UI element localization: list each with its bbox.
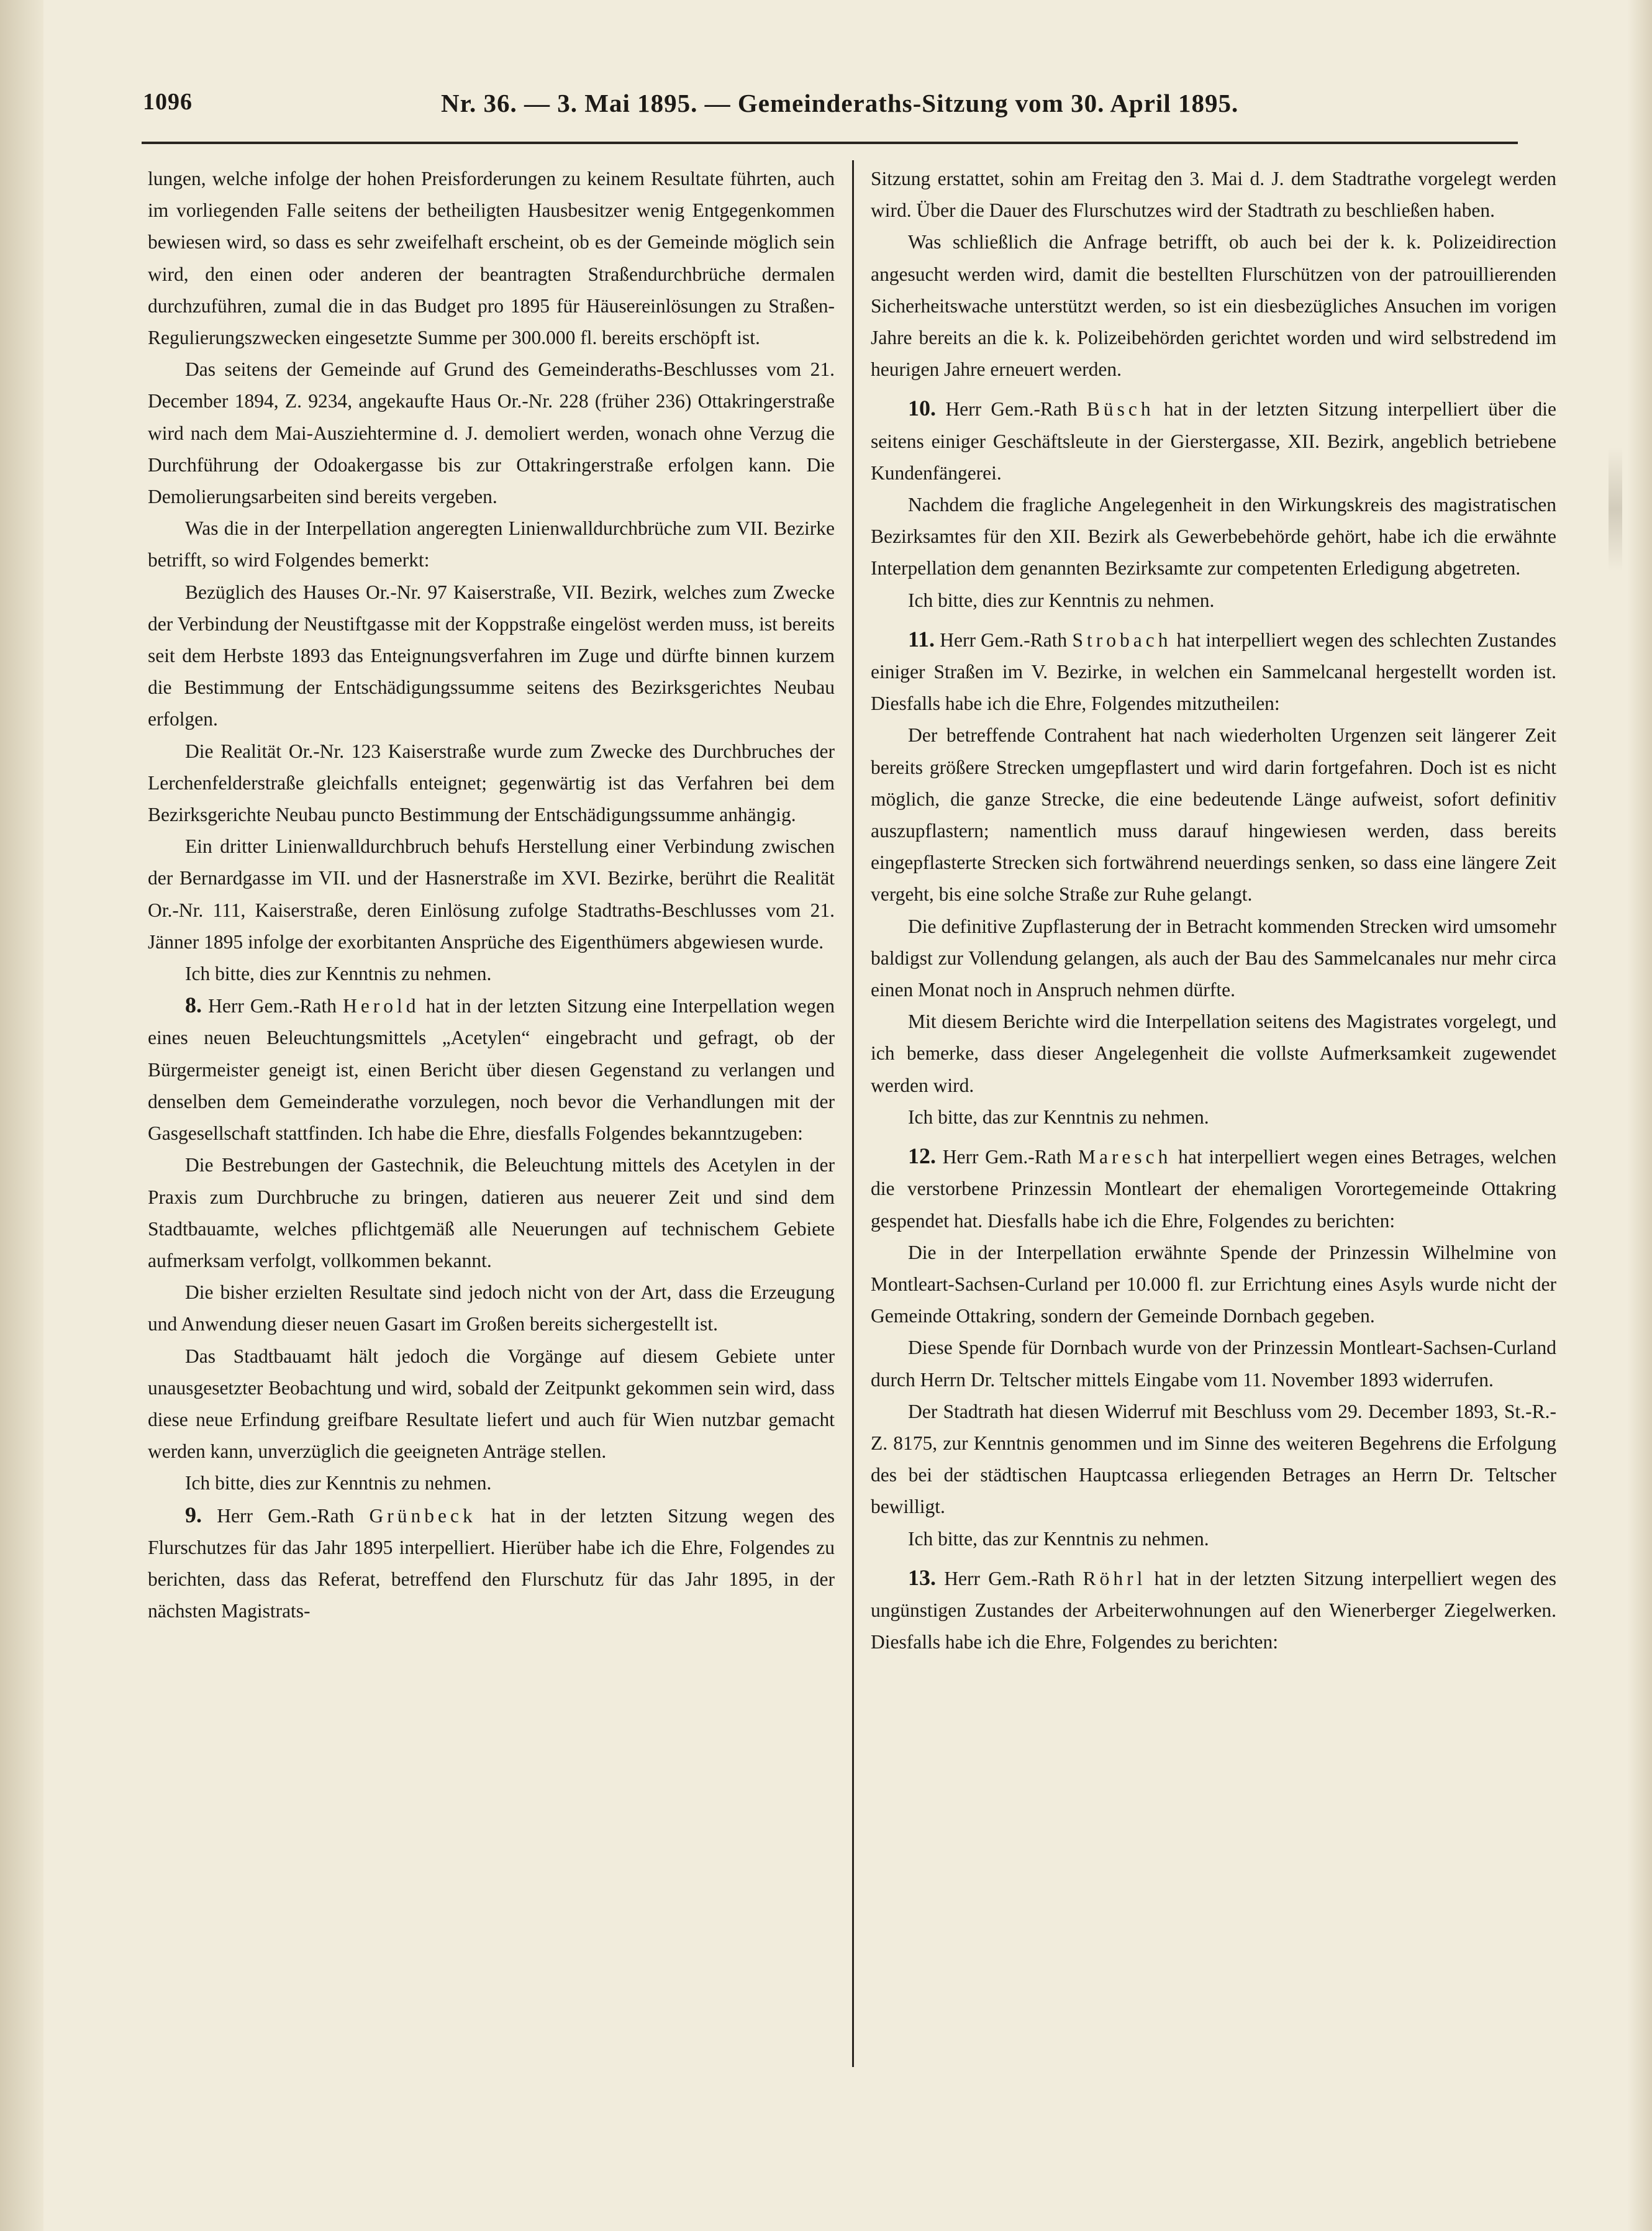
- paragraph: Die in der Interpellation erwähnte Spende der Prinzessin Wilhelmine von Montleart-Sachsen-Curland per 10.000 fl. zur Errichtung eines Asyls wurde nicht der Gemeinde Ottakring, sondern der Gemeinde Dornbach gegeben.: [871, 1241, 1556, 1327]
- item-number: 10.: [908, 396, 936, 421]
- item-text: hat in der letzten Sitzung interpelliert über die seitens einiger Geschäftsleute in der Gierstergasse, XII. Bezirk, angeblich betriebene Kundenfängerei.: [871, 398, 1557, 484]
- page-edge-shadow-left: [0, 0, 43, 2231]
- paragraph: Nachdem die fragliche Angelegenheit in den Wirkungskreis des magistratischen Bezirksamtes für den XII. Bezirk als Gewerbebehörde gehört, habe ich die erwähnte Interpellation dem genannten Bezirksamte zur competenten Erledigung abgetreten.: [871, 494, 1556, 579]
- item-12: [871, 1140, 1556, 1237]
- item-text: hat in der letzten Sitzung wegen des Flurschutzes für das Jahr 1895 interpelliert. Hierüber habe ich die Ehre, Folgendes zu berichten, dass das Referat, betreffend den Flurschutz für das Jahr 1895, in der nächsten Magistrats-: [148, 1504, 835, 1622]
- page-number: 1096: [143, 89, 193, 115]
- paragraph: Was schließlich die Anfrage betrifft, ob auch bei der k. k. Polizeidirection angesucht werden wird, damit die bestellten Flurschützen von der patrouillierenden Sicherheitswache unterstützt werden, so ist ein diesbezügliches Ansuchen im vorigen Jahre bereits an die k. k. Polizeibehörden gerichtet worden und wird selbstredend im heurigen Jahre erneuert werden.: [871, 231, 1556, 381]
- column-rule: [852, 160, 854, 2067]
- item-number: 8.: [185, 993, 202, 1018]
- item-text: hat in der letzten Sitzung interpelliert wegen des ungünstigen Zustandes der Arbeiterwohnungen auf den Wienerberger Ziegelwerken. Diesfalls habe ich die Ehre, Folgendes zu berichten:: [871, 1567, 1556, 1653]
- right-column: [871, 163, 1556, 1658]
- item-13: [871, 1562, 1556, 1658]
- item-text: hat in der letzten Sitzung eine Interpellation wegen eines neuen Beleuchtungsmittels „Acetylen“ eingebracht und gefragt, ob der Bürgermeister geneigt ist, einen Bericht über diesen Gegenstand zu verlangen und denselben dem Gemeinderathe vorzulegen, noch bevor die Verhandlungen mit der Gasgesellschaft stattfinden. Ich habe die Ehre, diesfalls Folgendes bekanntzugeben:: [148, 995, 835, 1145]
- councillor-title: Herr Gem.-Rath: [940, 629, 1068, 651]
- councillor-name: Röhrl: [1082, 1567, 1146, 1589]
- councillor-name: Grünbeck: [369, 1504, 476, 1527]
- councillor-name: Maresch: [1078, 1146, 1172, 1168]
- closing-line: Ich bitte, das zur Kenntnis zu nehmen.: [908, 1106, 1209, 1128]
- item-10: [871, 393, 1556, 489]
- paragraph: lungen, welche infolge der hohen Preisforderungen zu keinem Resultate führten, auch im vorliegenden Falle seitens der betheiligten Hausbesitzer wenig Entgegenkommen bewiesen wird, so dass es sehr zweifelhaft erscheint, ob es der Gemeinde möglich sein wird, den einen oder anderen der beantragten Straßendurchbrüche dermalen durchzuführen, zumal die in das Budget pro 1895 für Häusereinlösungen zu Straßen-Regulierungszwecken eingesetzte Summe per 300.000 fl. bereits erschöpft ist.: [148, 168, 835, 349]
- left-column: [148, 163, 835, 1627]
- paragraph: Diese Spende für Dornbach wurde von der Prinzessin Montleart-Sachsen-Curland durch Herrn Dr. Teltscher mittels Eingabe vom 11. November 1893 widerrufen.: [871, 1337, 1556, 1391]
- item-number: 12.: [908, 1143, 936, 1169]
- paragraph: Die bisher erzielten Resultate sind jedoch nicht von der Art, dass die Erzeugung und Anwendung dieser neuen Gasart im Großen bereits sichergestellt ist.: [148, 1281, 835, 1335]
- closing-line: Ich bitte, das zur Kenntnis zu nehmen.: [908, 1527, 1209, 1550]
- paragraph: Bezüglich des Hauses Or.-Nr. 97 Kaiserstraße, VII. Bezirk, welches zum Zwecke der Verbindung der Neustiftgasse mit der Koppstraße eingelöst werden muss, ist bereits seit dem Herbste 1893 das Enteignungsverfahren im Zuge und dürfte binnen kurzem die Bestimmung der Entschädigungssumme seitens des Bezirksgerichtes Neubau erfolgen.: [148, 581, 835, 730]
- councillor-title: Herr Gem.-Rath: [942, 1146, 1072, 1168]
- paragraph: Der Stadtrath hat diesen Widerruf mit Beschluss vom 29. December 1893, St.-R.-Z. 8175, zur Kenntnis genommen und im Sinne des weiteren Begehrens die Erfolgung des bei der städtischen Hauptcassa erliegenden Betrages an Herrn Dr. Teltscher bewilligt.: [871, 1400, 1556, 1518]
- councillor-name: Büsch: [1086, 398, 1155, 420]
- paragraph: Mit diesem Berichte wird die Interpellation seitens des Magistrates vorgelegt, und ich bemerke, dass dieser Angelegenheit die vollste Aufmerksamkeit zugewendet werden wird.: [871, 1011, 1556, 1096]
- item-number: 13.: [908, 1565, 936, 1590]
- paper-stain: [1609, 447, 1622, 571]
- item-number: 11.: [908, 626, 935, 652]
- paragraph: Die definitive Zupflasterung der in Betracht kommenden Strecken wird umsomehr baldigst zur Vollendung gelangen, als auch der Bau des Sammelcanales nur mehr circa einen Monat noch in Anspruch nehmen dürfte.: [871, 915, 1556, 1001]
- header-rule: [142, 142, 1518, 144]
- page-header: [143, 88, 1515, 132]
- item-9: [148, 1499, 835, 1627]
- item-11: [871, 624, 1556, 720]
- councillor-title: Herr Gem.-Rath: [208, 995, 337, 1017]
- paragraph: Ein dritter Linienwalldurchbruch behufs Herstellung einer Verbindung zwischen der Bernardgasse im VII. und der Hasnerstraße im XVI. Bezirke, berührt die Realität Or.-Nr. 111, Kaiserstraße, deren Einlösung zufolge Stadtraths-Beschlusses vom 21. Jänner 1895 infolge der exorbitanten Ansprüche des Eigenthümers abgewiesen wurde.: [148, 835, 835, 953]
- councillor-title: Herr Gem.-Rath: [944, 1567, 1075, 1589]
- councillor-title: Herr Gem.-Rath: [217, 1504, 355, 1527]
- page-edge-shadow-right: [1627, 0, 1652, 2231]
- item-text: hat interpelliert wegen des schlechten Zustandes einiger Straßen im V. Bezirke, in welchen ein Sammelcanal hergestellt worden ist. Diesfalls habe ich die Ehre, Folgendes mitzutheilen:: [871, 629, 1557, 715]
- item-8: [148, 989, 835, 1149]
- item-number: 9.: [185, 1502, 202, 1527]
- councillor-name: Herold: [343, 995, 420, 1017]
- paragraph: Das Stadtbauamt hält jedoch die Vorgänge auf diesem Gebiete unter unausgesetzter Beobachtung und wird, sobald der Zeitpunkt gekommen sein wird, dass diese neue Erfindung greifbare Resultate liefert und auch für Wien nutzbar gemacht werden kann, unverzüglich die geeigneten Anträge stellen.: [148, 1345, 835, 1463]
- councillor-title: Herr Gem.-Rath: [945, 398, 1078, 420]
- paragraph: Das seitens der Gemeinde auf Grund des Gemeinderaths-Beschlusses vom 21. December 1894, Z. 9234, angekaufte Haus Or.-Nr. 228 (früher 236) Ottakringerstraße wird nach dem Mai-Ausziehtermine d. J. demoliert werden, wonach ohne Verzug die Durchführung der Odoakergasse bis zur Ottakringerstraße erfolgen kann. Die Demolierungsarbeiten sind bereits vergeben.: [148, 358, 835, 508]
- item-text: hat interpelliert wegen eines Betrages, welchen die verstorbene Prinzessin Montleart der ehemaligen Vorortegemeinde Ottakring gespendet hat. Diesfalls habe ich die Ehre, Folgendes zu berichten:: [871, 1146, 1557, 1232]
- paragraph: Was die in der Interpellation angeregten Linienwalldurchbrüche zum VII. Bezirke betrifft, so wird Folgendes bemerkt:: [148, 517, 835, 571]
- paragraph: Die Realität Or.-Nr. 123 Kaiserstraße wurde zum Zwecke des Durchbruches der Lerchenfelderstraße gleichfalls enteignet; gegenwärtig ist das Verfahren bei dem Bezirksgerichte Neubau puncto Bestimmung der Entschädigungssumme anhängig.: [148, 740, 835, 826]
- paragraph: Der betreffende Contrahent hat nach wiederholten Urgenzen seit längerer Zeit bereits größere Strecken umgepflastert und wird darin fortgefahren. Doch ist es nicht möglich, die ganze Strecke, die eine bedeutende Länge aufweist, sofort definitiv auszupflastern; namentlich muss darauf hingewiesen werden, dass bereits eingepflasterte Strecken sich fortwährend neuerdings senken, so dass eine längere Zeit vergeht, bis eine solche Straße zur Ruhe gelangt.: [871, 724, 1556, 906]
- closing-line: Ich bitte, dies zur Kenntnis zu nehmen.: [908, 589, 1215, 611]
- paragraph: Die Bestrebungen der Gastechnik, die Beleuchtung mittels des Acetylen in der Praxis zum Durchbruche zu bringen, datieren aus neuerer Zeit und sind dem Stadtbauamte, welches pflichtgemäß alle Neuerungen auf technischem Gebiete aufmerksam verfolgt, vollkommen bekannt.: [148, 1154, 835, 1271]
- running-title: Nr. 36. — 3. Mai 1895. — Gemeinderaths-Sitzung vom 30. April 1895.: [441, 89, 1239, 117]
- councillor-name: Strobach: [1072, 629, 1172, 651]
- closing-line: Ich bitte, dies zur Kenntnis zu nehmen.: [185, 1472, 492, 1494]
- closing-line: Ich bitte, dies zur Kenntnis zu nehmen.: [185, 963, 492, 985]
- paragraph: Sitzung erstattet, sohin am Freitag den 3. Mai d. J. dem Stadtrathe vorgelegt werden wird. Über die Dauer des Flurschutzes wird der Stadtrath zu beschließen haben.: [871, 168, 1556, 222]
